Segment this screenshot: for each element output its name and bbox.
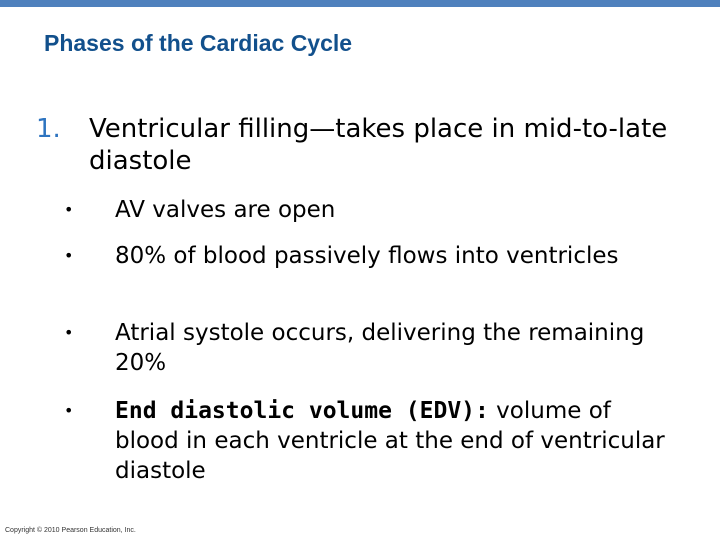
bullet-item: [60, 396, 680, 486]
bullet-text: AV valves are open: [115, 197, 336, 223]
top-accent-bar: [0, 0, 720, 7]
slide-title: Phases of the Cardiac Cycle: [44, 30, 353, 56]
bullet-item: [60, 195, 680, 225]
bullet-text: [115, 396, 680, 486]
bullet-marker: •: [64, 200, 74, 219]
bullet-marker: •: [64, 401, 74, 420]
item-text: Ventricular filling—takes place in mid-to-late diastole: [89, 114, 668, 176]
bullet-text: Atrial systole occurs, delivering the remaining 20%: [115, 320, 645, 376]
item-number: 1.: [36, 114, 61, 144]
edv-term: End diastolic volume (EDV):: [115, 398, 489, 424]
bullet-marker: •: [64, 246, 74, 265]
bullet-text: 80% of blood passively flows into ventricles: [115, 243, 619, 269]
copyright-footer: Copyright © 2010 Pearson Education, Inc.: [5, 527, 136, 534]
bullet-item: [60, 241, 680, 271]
numbered-item: [36, 113, 676, 177]
bullet-item: [60, 318, 680, 378]
edv-definition: volume of blood in each ventricle at the end of ventricular diastole: [115, 398, 665, 484]
bullet-marker: •: [64, 323, 74, 342]
